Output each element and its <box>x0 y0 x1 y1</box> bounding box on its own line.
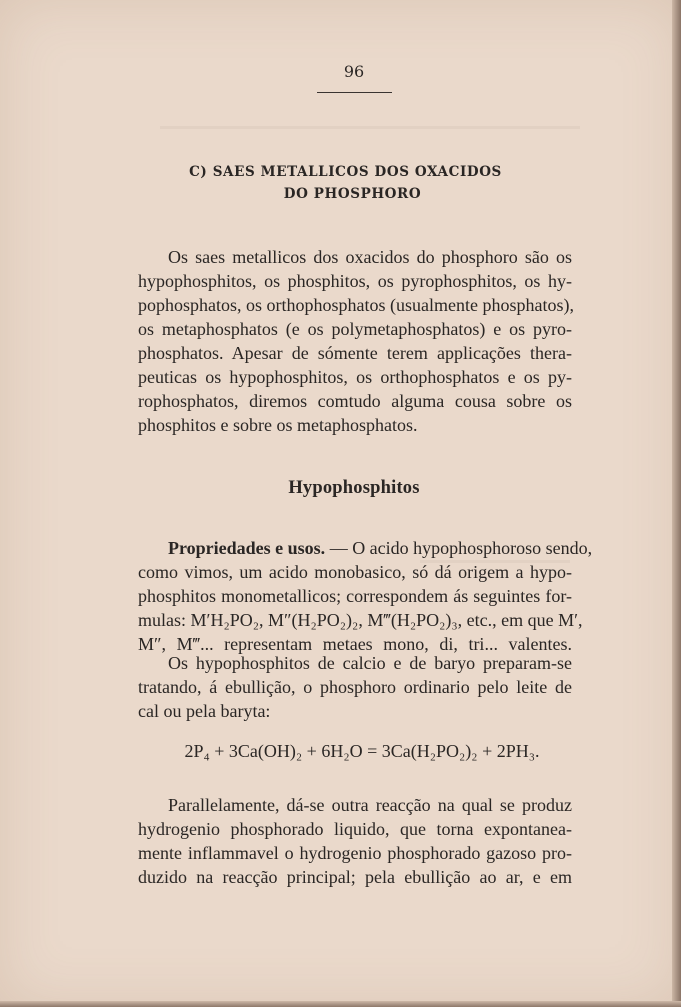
text-line: como vimos, um acido monobasico, só dá origem a hypo- <box>138 562 572 582</box>
text-line: os metaphosphatos (e os polymetaphosphatos) e os pyro- <box>138 319 572 339</box>
text-line: rophosphatos, diremos comtudo alguma cousa sobre os <box>138 391 572 411</box>
chemical-equation: 2P₄ + 3Ca(OH)₂ + 6H₂O = 3Ca(H₂PO₂)₂ + 2PH₃. <box>184 741 540 761</box>
section-heading-line: C) SAES METALLICOS DOS OXACIDOS <box>189 164 502 180</box>
text-line: mulas: M′H₂PO₂, M″(H₂PO₂)₂, M‴(H₂PO₂)₃, etc., em que M′, <box>138 610 583 630</box>
text-line: pophosphatos, os orthophosphatos (usualmente phosphatos), <box>138 295 574 315</box>
text-line: Os saes metallicos dos oxacidos do phosphoro são os <box>168 247 572 267</box>
section-heading-line: DO PHOSPHORO <box>283 186 422 202</box>
properties-paragraph <box>138 536 593 656</box>
bleed-through-mark <box>160 126 580 129</box>
text-line: mente inflammavel o hydrogenio phosphorado gazoso pro- <box>138 843 572 863</box>
text-line: Os hypophosphitos de calcio e de baryo preparam-se <box>168 653 572 673</box>
text-line: hypophosphitos, os phosphitos, os pyrophosphitos, os hy- <box>138 271 572 291</box>
text-line: phosphatos. Apesar de sómente terem applicações thera- <box>138 343 572 363</box>
text-line: cal ou pela baryta: <box>138 701 271 721</box>
text-run: — O acido hypophosphoroso sendo, <box>325 538 593 558</box>
final-paragraph <box>138 793 572 889</box>
text-line: duzido na reacção principal; pela ebullição ao ar, e em <box>138 867 572 887</box>
section-heading <box>0 161 681 205</box>
text-line: tratando, á ebullição, o phosphoro ordinario pelo leite de <box>138 677 572 697</box>
text-line <box>138 536 593 560</box>
text-line: peuticas os hypophosphitos, os orthophosphatos e os py- <box>138 367 572 387</box>
text-line: Parallelamente, dá-se outra reacção na qual se produz <box>168 795 572 815</box>
subsection-title: Hypophosphitos <box>288 478 420 498</box>
text-line: phosphitos monometallicos; correspondem ás seguintes for- <box>138 586 572 606</box>
page-number: 96 <box>343 62 365 81</box>
page-edge-shadow <box>0 1001 681 1007</box>
text-line: hydrogenio phosphorado liquido, que torna expontanea- <box>138 819 572 839</box>
preparation-paragraph <box>138 651 572 723</box>
text-line: phosphitos e sobre os metaphosphatos. <box>138 415 418 435</box>
runin-heading: Propriedades e usos. <box>168 538 326 558</box>
page-number-rule <box>317 92 392 93</box>
intro-paragraph <box>138 245 572 437</box>
page-edge-shadow <box>672 0 681 1007</box>
text-line: M″, M‴... representam metaes mono, di, tri... valentes. <box>138 634 572 654</box>
